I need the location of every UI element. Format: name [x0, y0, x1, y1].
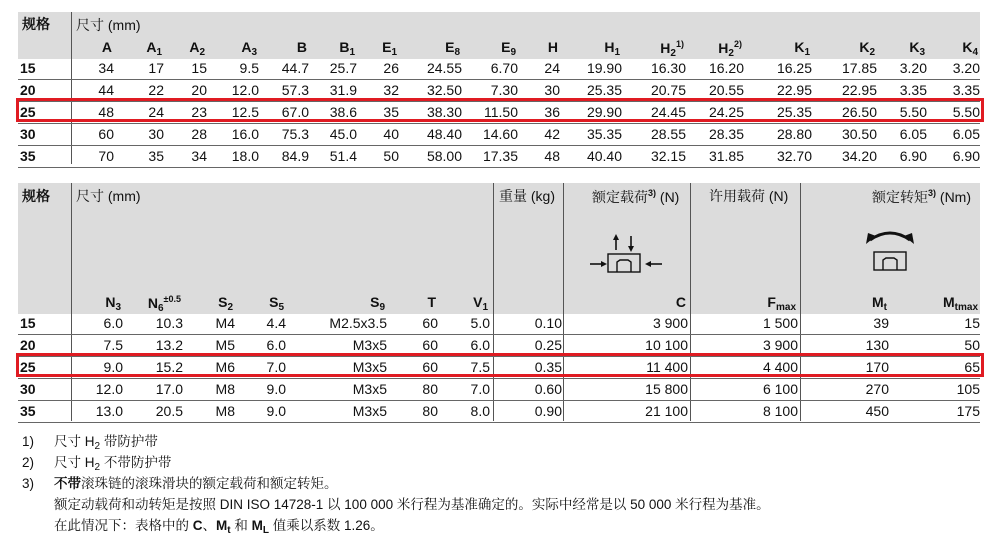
cell: 35 [383, 104, 399, 120]
cell: 3.35 [899, 82, 927, 98]
row-spec: 35 [20, 403, 36, 419]
cell: 11 400 [646, 359, 688, 375]
cell: 28.80 [776, 126, 812, 142]
table2-header-1: $N_6^{\pm 0.5}$ [147, 294, 181, 314]
table-row [18, 124, 980, 146]
table2-header-0: $N_3$ [105, 294, 121, 313]
row-spec: 30 [20, 381, 36, 397]
table2-perm-load-label: 许用载荷 (N) [709, 188, 789, 204]
cell: 13.2 [155, 337, 183, 353]
cell: 8.0 [470, 403, 490, 419]
table2-header-11: $M_{tmax}$ [942, 294, 978, 313]
cell: M2.5x3.5 [329, 315, 387, 331]
table2-dim-label: 尺寸 (mm) [76, 188, 141, 204]
cell: 44 [98, 82, 114, 98]
table2-rated-load-label: 额定载荷$^{3)}$ (N) [592, 188, 680, 205]
table1-header-1: $A_1$ [146, 39, 162, 58]
table1-spec-label: 规格 [22, 16, 50, 32]
cell: 70 [98, 148, 114, 164]
cell: 15 [191, 60, 207, 76]
cell: 9.5 [239, 60, 259, 76]
cell: 5.0 [470, 315, 490, 331]
cell: 10.3 [155, 315, 183, 331]
cell: 16.20 [708, 60, 744, 76]
table1-header-16: $K_4$ [962, 39, 978, 58]
cell: 9.0 [103, 359, 123, 375]
table2-highlight-row-25 [16, 353, 984, 377]
cell: 20.55 [708, 82, 744, 98]
table1-header-6: $E_1$ [382, 39, 397, 58]
cell: 6.90 [952, 148, 980, 164]
cell: 30.50 [841, 126, 877, 142]
cell: 25.35 [776, 104, 812, 120]
cell: 270 [865, 381, 889, 397]
load-direction-icon [586, 232, 666, 276]
table1-header-11: $H_2^{1)}$ [660, 39, 684, 59]
table1-header-13: $K_1$ [794, 39, 810, 58]
cell: 22.95 [841, 82, 877, 98]
cell: 6.0 [103, 315, 123, 331]
table1-header-2: $A_2$ [189, 39, 205, 58]
cell: 40 [383, 126, 399, 142]
cell: 75.3 [281, 126, 309, 142]
cell: 3.20 [952, 60, 980, 76]
table-row [18, 379, 980, 401]
cell: 60 [422, 337, 438, 353]
table2-header-8: C [675, 294, 686, 310]
table1-header-4: B [296, 39, 307, 55]
table-row [18, 313, 980, 335]
cell: 65 [964, 359, 980, 375]
cell: 22.95 [776, 82, 812, 98]
table2-header-3: $S_5$ [269, 294, 284, 313]
cell: 7.0 [266, 359, 286, 375]
table-row [18, 146, 980, 168]
cell: M3x5 [352, 359, 387, 375]
cell: 5.50 [952, 104, 980, 120]
table1-header-3: $A_3$ [241, 39, 257, 58]
cell: 30 [148, 126, 164, 142]
row-spec: 20 [20, 82, 36, 98]
row-spec: 30 [20, 126, 36, 142]
cell: 32 [383, 82, 399, 98]
cell: 36 [544, 104, 560, 120]
cell: 31.85 [708, 148, 744, 164]
cell: 44.7 [281, 60, 309, 76]
cell: 450 [865, 403, 889, 419]
table2-weight-label: 重量 (kg) [499, 188, 555, 204]
cell: 38.6 [329, 104, 357, 120]
row-spec: 15 [20, 60, 36, 76]
cell: 32.50 [426, 82, 462, 98]
table1-header-12: $H_2^{2)}$ [718, 39, 742, 59]
cell: 40.40 [586, 148, 622, 164]
row-spec: 35 [20, 148, 36, 164]
cell: 20.75 [650, 82, 686, 98]
cell: 84.9 [281, 148, 309, 164]
cell: 6.90 [899, 148, 927, 164]
table1-header-9: H [547, 39, 558, 55]
cell: 12.5 [231, 104, 259, 120]
cell: 34.20 [841, 148, 877, 164]
cell: 67.0 [281, 104, 309, 120]
cell: 13.0 [95, 403, 123, 419]
cell: 175 [956, 403, 980, 419]
cell: 6.05 [952, 126, 980, 142]
cell: 20.5 [155, 403, 183, 419]
row-spec: 25 [20, 359, 36, 375]
cell: 29.90 [586, 104, 622, 120]
cell: 45.0 [329, 126, 357, 142]
cell: 9.0 [266, 403, 286, 419]
cell: 19.90 [586, 60, 622, 76]
cell: 48 [98, 104, 114, 120]
table1-header-8: $E_9$ [501, 39, 516, 58]
table2-torque-label: 额定转矩$^{3)}$ (Nm) [872, 188, 972, 205]
cell: 15 [964, 315, 980, 331]
cell: 6.05 [899, 126, 927, 142]
cell: 14.60 [482, 126, 518, 142]
cell: 21 100 [645, 403, 688, 419]
cell: 16.0 [231, 126, 259, 142]
cell: 51.4 [329, 148, 357, 164]
note-3: 3) 不带滚珠链的滚珠滑块的额定载荷和额定转矩。 [22, 476, 338, 491]
cell: 1 500 [762, 315, 798, 331]
cell: 57.3 [281, 82, 309, 98]
cell: 28.55 [650, 126, 686, 142]
cell: 24 [544, 60, 560, 76]
note-2: 2) 尺寸 $H_2$ 不带防护带 [22, 455, 172, 473]
cell: 17.35 [482, 148, 518, 164]
cell: M6 [215, 359, 235, 375]
table1-header-10: $H_1$ [604, 39, 620, 58]
cell: 0.25 [534, 337, 562, 353]
cell: 7.30 [490, 82, 518, 98]
cell: 38.30 [426, 104, 462, 120]
cell: 22 [148, 82, 164, 98]
cell: 3 900 [652, 315, 688, 331]
cell: 3 900 [762, 337, 798, 353]
cell: 4.4 [266, 315, 286, 331]
cell: 26.50 [841, 104, 877, 120]
row-spec: 25 [20, 104, 36, 120]
cell: 26 [383, 60, 399, 76]
cell: 130 [865, 337, 889, 353]
torque-icon [862, 224, 918, 278]
cell: 15 800 [645, 381, 688, 397]
note-3-line3: 在此情况下：表格中的 C、$M_t$ 和 $M_L$ 值乘以系数 1.26。 [54, 518, 384, 536]
cell: 16.25 [776, 60, 812, 76]
table2-spec-label: 规格 [22, 188, 50, 204]
cell: M3x5 [352, 403, 387, 419]
cell: 8 100 [762, 403, 798, 419]
note-3-line2: 额定动载荷和动转矩是按照 DIN ISO 14728-1 以 100 000 米行程为基准确定的。实际中经常是以 50 000 米行程为基准。 [54, 497, 770, 512]
table1-header-15: $K_3$ [909, 39, 925, 58]
cell: 0.10 [534, 315, 562, 331]
cell: 17 [148, 60, 164, 76]
cell: 23 [191, 104, 207, 120]
cell: 24.45 [650, 104, 686, 120]
cell: 18.0 [231, 148, 259, 164]
cell: M4 [215, 315, 235, 331]
cell: 15.2 [155, 359, 183, 375]
cell: 16.30 [650, 60, 686, 76]
table2-header-2: $S_2$ [218, 294, 233, 313]
cell: 34 [191, 148, 207, 164]
cell: 11.50 [484, 104, 518, 120]
cell: M8 [215, 381, 235, 397]
table1-header-5: $B_1$ [339, 39, 355, 58]
cell: 58.00 [426, 148, 462, 164]
cell: 12.0 [231, 82, 259, 98]
cell: 48 [544, 148, 560, 164]
table1-header-bg [18, 12, 980, 59]
note-1: 1) 尺寸 $H_2$ 带防护带 [22, 434, 158, 452]
table1-header-7: $E_8$ [445, 39, 460, 58]
table2-header-10: $M_t$ [871, 294, 887, 313]
cell: 5.50 [899, 104, 927, 120]
cell: 105 [956, 381, 980, 397]
cell: 17.0 [155, 381, 183, 397]
cell: 7.5 [470, 359, 490, 375]
cell: 6.0 [266, 337, 286, 353]
cell: 12.0 [95, 381, 123, 397]
cell: 28 [191, 126, 207, 142]
row-spec: 20 [20, 337, 36, 353]
table1-highlight-row-25 [16, 98, 984, 122]
cell: 9.0 [266, 381, 286, 397]
cell: 60 [422, 315, 438, 331]
table2-header-6: $V_1$ [473, 294, 488, 313]
cell: 48.40 [426, 126, 462, 142]
cell: 30 [544, 82, 560, 98]
cell: 0.60 [534, 381, 562, 397]
cell: 60 [98, 126, 114, 142]
cell: 6.70 [490, 60, 518, 76]
cell: 0.90 [534, 403, 562, 419]
cell: 32.15 [650, 148, 686, 164]
table1-dim-label: 尺寸 (mm) [76, 17, 141, 33]
cell: 35 [148, 148, 164, 164]
cell: 80 [422, 403, 438, 419]
cell: 42 [544, 126, 560, 142]
cell: M8 [215, 403, 235, 419]
cell: 7.5 [103, 337, 123, 353]
cell: M3x5 [352, 381, 387, 397]
cell: 32.70 [776, 148, 812, 164]
cell: 25.7 [329, 60, 357, 76]
cell: 25.35 [586, 82, 622, 98]
cell: 0.35 [534, 359, 562, 375]
table2-header-9: $F_{max}$ [767, 294, 796, 313]
cell: M3x5 [352, 337, 387, 353]
cell: 20 [191, 82, 207, 98]
table-row [18, 58, 980, 80]
cell: 24.25 [708, 104, 744, 120]
cell: 34 [98, 60, 114, 76]
cell: 50 [383, 148, 399, 164]
table-row [18, 401, 980, 423]
cell: 28.35 [708, 126, 744, 142]
cell: 7.0 [470, 381, 490, 397]
cell: 50 [964, 337, 980, 353]
cell: 80 [422, 381, 438, 397]
cell: 60 [422, 359, 438, 375]
cell: 6.0 [470, 337, 490, 353]
cell: 170 [865, 359, 889, 375]
cell: 10 100 [645, 337, 688, 353]
table1-header-14: $K_2$ [859, 39, 875, 58]
cell: 4 400 [762, 359, 798, 375]
cell: 24.55 [426, 60, 462, 76]
cell: 17.85 [841, 60, 877, 76]
cell: 35.35 [586, 126, 622, 142]
cell: 31.9 [329, 82, 357, 98]
row-spec: 15 [20, 315, 36, 331]
cell: 39 [873, 315, 889, 331]
cell: 24 [148, 104, 164, 120]
cell: 3.20 [899, 60, 927, 76]
cell: 6 100 [762, 381, 798, 397]
table1-header-0: A [101, 39, 112, 55]
cell: M5 [215, 337, 235, 353]
table2-header-4: $S_9$ [370, 294, 385, 313]
table2-header-5: T [427, 294, 436, 310]
cell: 3.35 [952, 82, 980, 98]
